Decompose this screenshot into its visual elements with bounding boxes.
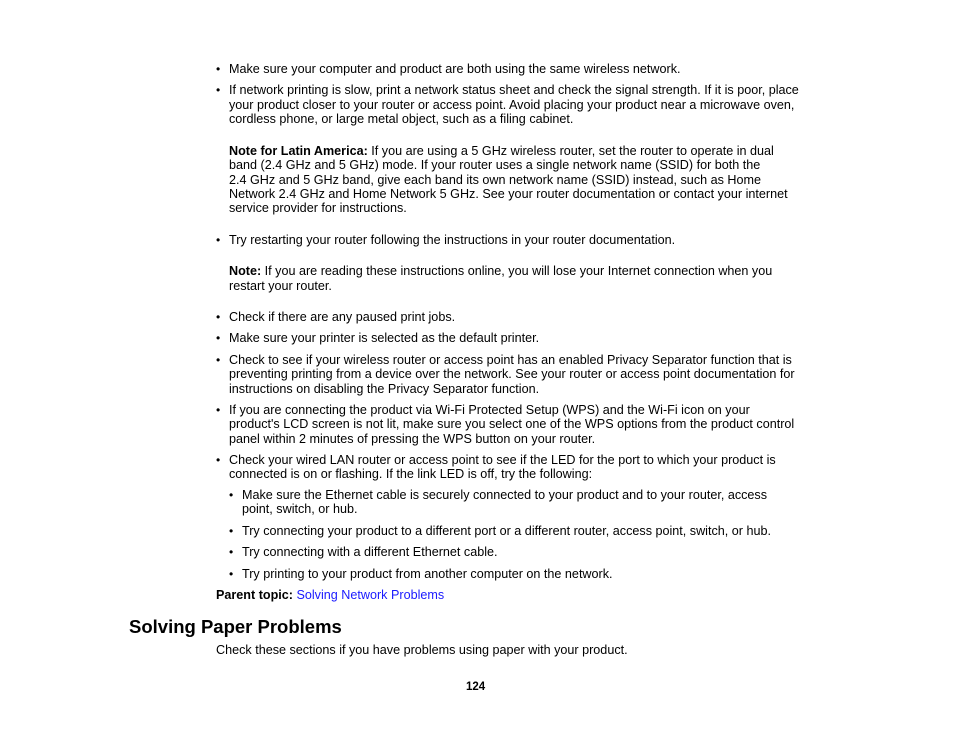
bullet-text: Check if there are any paused print jobs. [229, 310, 456, 324]
sub-bullet-text: point, switch, or hub. [242, 502, 358, 516]
bullet-glyph: • [216, 233, 221, 247]
bullet-text: panel within 2 minutes of pressing the WPS button on your router. [229, 432, 596, 446]
bullet-text: Try restarting your router following the instructions in your router documentation. [229, 233, 676, 247]
sub-bullet-text: Try connecting with a different Ethernet cable. [242, 545, 498, 559]
bullet-glyph: • [216, 331, 221, 345]
page-number: 124 [466, 681, 486, 693]
bullet-text: connected is on or flashing. If the link LED is off, try the following: [229, 467, 593, 481]
note-text: 2.4 GHz and 5 GHz band, give each band its own network name (SSID) instead, such as Home [229, 173, 762, 187]
note-text: service provider for instructions. [229, 201, 407, 215]
sub-bullet-glyph: • [229, 545, 234, 559]
bullet-glyph: • [216, 353, 221, 367]
bullet-text: If network printing is slow, print a network status sheet and check the signal strength. If it is poor, place [229, 83, 799, 97]
note-text: band (2.4 GHz and 5 GHz) mode. If your router uses a single network name (SSID) for both the [229, 158, 761, 172]
sub-bullet-glyph: • [229, 488, 234, 502]
parent-topic-label: Parent topic: [216, 588, 293, 602]
note-text: Network 2.4 GHz and Home Network 5 GHz. See your router documentation or contact your internet [229, 187, 788, 201]
bullet-text: Make sure your computer and product are both using the same wireless network. [229, 62, 681, 76]
section-intro: Check these sections if you have problems using paper with your product. [216, 643, 628, 657]
bullet-glyph: • [216, 310, 221, 324]
bullet-text: Check your wired LAN router or access point to see if the LED for the port to which your product is [229, 453, 776, 467]
note-latin-america [229, 144, 774, 159]
note-restart [229, 264, 772, 279]
bullet-text: product's LCD screen is not lit, make sure you select one of the WPS options from the product control [229, 417, 795, 431]
note-text: restart your router. [229, 279, 332, 293]
sub-bullet-text: Make sure the Ethernet cable is securely connected to your product and to your router, access [242, 488, 768, 502]
bullet-text: instructions on disabling the Privacy Separator function. [229, 382, 540, 396]
section-heading: Solving Paper Problems [129, 616, 342, 637]
bullet-text: your product closer to your router or access point. Avoid placing your product near a microwave oven, [229, 98, 795, 112]
bullet-text: cordless phone, or large metal object, such as a filing cabinet. [229, 112, 574, 126]
sub-bullet-text: Try connecting your product to a different port or a different router, access point, switch, or hub. [242, 524, 771, 538]
bullet-glyph: • [216, 403, 221, 417]
note-label: Note for Latin America: [229, 144, 368, 158]
bullet-text: Make sure your printer is selected as the default printer. [229, 331, 540, 345]
sub-bullet-glyph: • [229, 567, 234, 581]
bullet-text: If you are connecting the product via Wi-Fi Protected Setup (WPS) and the Wi-Fi icon on your [229, 403, 750, 417]
note-label: Note: [229, 264, 262, 278]
note-text: If you are using a 5 GHz wireless router, set the router to operate in dual [367, 144, 774, 158]
note-text: If you are reading these instructions online, you will lose your Internet connection when you [261, 264, 773, 278]
bullet-glyph: • [216, 453, 221, 467]
bullet-glyph: • [216, 62, 221, 76]
bullet-text: Check to see if your wireless router or access point has an enabled Privacy Separator function that is [229, 353, 792, 367]
parent-topic-link[interactable]: Solving Network Problems [292, 588, 445, 602]
bullet-text: preventing printing from a device over the network. See your router or access point documentation for [229, 367, 795, 381]
parent-topic [216, 588, 444, 603]
bullet-glyph: • [216, 83, 221, 97]
sub-bullet-text: Try printing to your product from another computer on the network. [242, 567, 613, 581]
sub-bullet-glyph: • [229, 524, 234, 538]
